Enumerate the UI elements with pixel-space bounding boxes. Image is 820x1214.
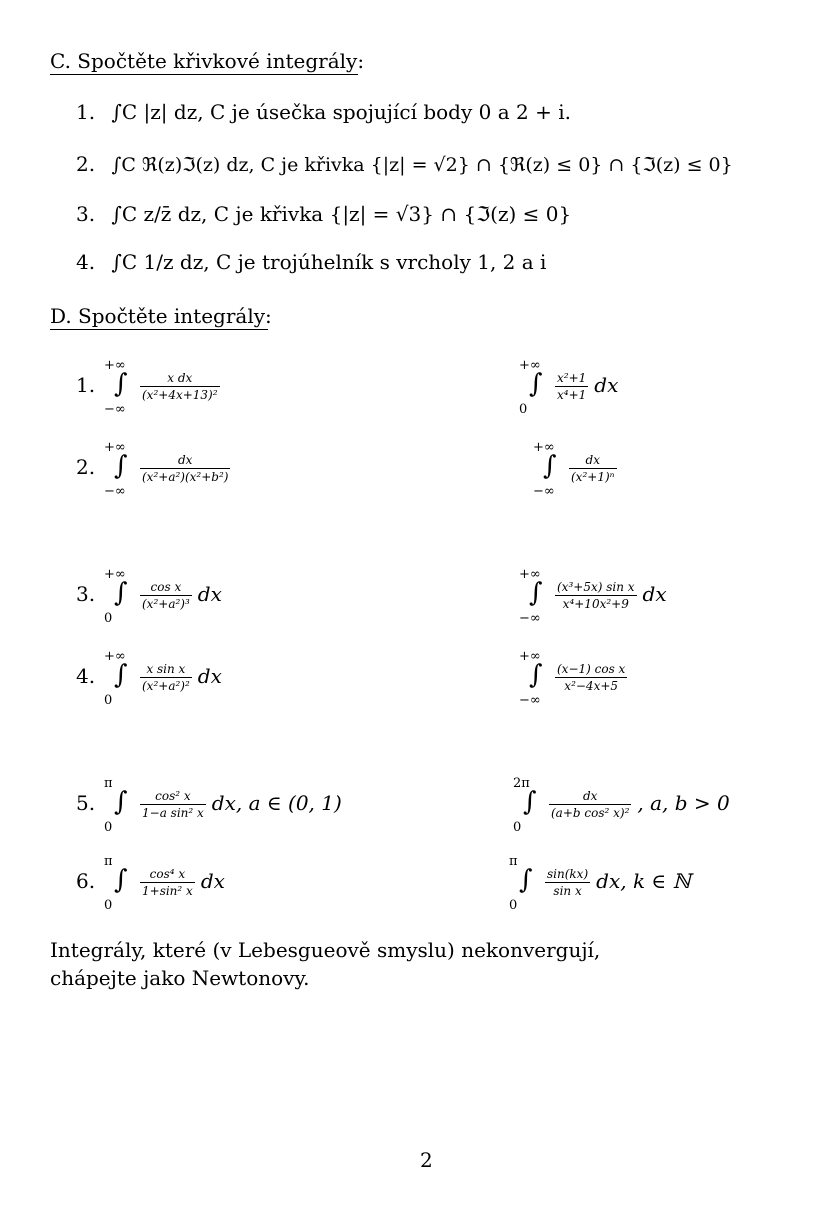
c-item-4-num: 4.	[76, 250, 96, 274]
d-left-1-denominator: (x²+4x+13)²	[142, 388, 218, 402]
d-left-3-integral-sign: ∫	[114, 578, 128, 608]
d-right-5-numerator: dx	[582, 789, 598, 803]
d-left-5-fraction	[140, 790, 206, 819]
d-left-5-integral-sign: ∫	[114, 787, 128, 817]
d-right-1-fraction	[555, 372, 588, 401]
d-left-3-fraction	[140, 581, 192, 610]
section-d-underline	[50, 329, 268, 330]
section-c-underline	[50, 74, 358, 75]
d-right-5-upper-limit: 2π	[513, 776, 530, 791]
d-left-1-fraction	[140, 372, 220, 401]
d-right-6-denominator: sin x	[545, 882, 590, 897]
d-right-2-denominator: (x²+1)ⁿ	[571, 470, 615, 484]
d-right-5-fraction	[549, 790, 631, 819]
d-right-4-integral-sign: ∫	[529, 660, 543, 690]
d-right-2-numerator: dx	[585, 453, 600, 467]
d-left-6-fraction	[140, 868, 195, 897]
d-right-6-fraction	[545, 868, 590, 897]
d-left-1-integral-sign: ∫	[114, 369, 128, 399]
d-left-6-integral-sign: ∫	[114, 865, 128, 895]
d-right-2-fraction	[569, 454, 617, 483]
c-item-3-num: 3.	[76, 202, 96, 226]
d-item-2-num: 2.	[76, 455, 96, 479]
d-left-2-fraction	[140, 454, 230, 483]
d-right-1-tail: dx	[594, 373, 619, 397]
d-left-3-upper-limit: +∞	[104, 567, 126, 582]
d-left-2-lower-limit: −∞	[104, 484, 126, 499]
d-right-3-integral-sign: ∫	[529, 578, 543, 608]
c-item-2-num: 2.	[76, 152, 96, 176]
section-c-heading: C. Spočtěte křivkové integrály:	[50, 49, 365, 73]
d-left-4-denominator: (x²+a²)²	[142, 679, 190, 693]
d-right-6-upper-limit: π	[509, 854, 518, 869]
d-right-1-numerator: x²+1	[557, 371, 587, 385]
d-left-1-numerator: x dx	[167, 371, 193, 385]
d-right-3-lower-limit: −∞	[519, 611, 541, 626]
d-right-5-denominator: (a+b cos² x)²	[551, 806, 630, 820]
d-left-4-numerator: x sin x	[146, 662, 186, 676]
d-left-3-tail: dx	[197, 582, 222, 606]
note	[50, 936, 600, 992]
d-left-6-numerator: cos⁴ x	[149, 867, 186, 881]
c-item-1-text: ∫C |z| dz, C je úsečka spojující body 0 a 2 + i.	[111, 100, 571, 124]
d-left-4-upper-limit: +∞	[104, 649, 126, 664]
d-left-2-integral-sign: ∫	[114, 451, 128, 481]
d-right-2-lower-limit: −∞	[533, 484, 555, 499]
d-right-2-upper-limit: +∞	[533, 440, 555, 455]
note-line-2: chápejte jako Newtonovy.	[50, 966, 310, 990]
c-item-2	[76, 154, 733, 175]
d-left-2-denominator: (x²+a²)(x²+b²)	[142, 470, 229, 484]
d-right-3-upper-limit: +∞	[519, 567, 541, 582]
d-right-6-numerator: sin(kx)	[547, 867, 589, 881]
d-left-5-tail: dx, a ∈ (0, 1)	[211, 791, 342, 815]
d-right-3-tail: dx	[642, 582, 667, 606]
d-right-3-denominator: x⁴+10x²+9	[555, 595, 637, 610]
d-left-5-numerator: cos² x	[155, 789, 191, 803]
d-item-5-num: 5.	[76, 791, 96, 815]
d-right-5-tail: , a, b > 0	[637, 791, 730, 815]
d-left-5-denominator: 1−a sin² x	[142, 806, 204, 820]
page-number: 2	[420, 1148, 433, 1172]
c-item-3-text: ∫C z/z̄ dz, C je křivka {|z| = √3} ∩ {ℑ(z) ≤ 0}	[111, 202, 572, 226]
d-left-5-upper-limit: π	[104, 776, 113, 791]
d-item-6-num: 6.	[76, 869, 96, 893]
d-right-5-integral-sign: ∫	[523, 787, 537, 817]
c-item-2-text: ∫C ℜ(z)ℑ(z) dz, C je křivka {|z| = √2} ∩ {ℜ(z) ≤ 0} ∩ {ℑ(z) ≤ 0}	[111, 154, 733, 176]
d-right-4-denominator: x²−4x+5	[555, 677, 627, 692]
c-item-4-text: ∫C 1/z dz, C je trojúhelník s vrcholy 1, 2 a i	[111, 250, 547, 274]
c-item-1-num: 1.	[76, 100, 96, 124]
d-left-4-integral-sign: ∫	[114, 660, 128, 690]
d-left-3-numerator: cos x	[150, 580, 182, 594]
d-right-3-numerator: (x³+5x) sin x	[557, 580, 635, 594]
d-left-1-upper-limit: +∞	[104, 358, 126, 373]
d-right-4-upper-limit: +∞	[519, 649, 541, 664]
d-left-4-lower-limit: 0	[104, 693, 113, 708]
d-left-6-upper-limit: π	[104, 854, 113, 869]
d-right-1-denominator: x⁴+1	[557, 388, 587, 402]
d-item-4-num: 4.	[76, 664, 96, 688]
d-right-1-integral-sign: ∫	[529, 369, 543, 399]
d-left-5-lower-limit: 0	[104, 820, 113, 835]
d-left-1-lower-limit: −∞	[104, 402, 126, 417]
d-left-6-denominator: 1+sin² x	[142, 884, 193, 898]
d-left-4-tail: dx	[197, 664, 222, 688]
d-right-2-integral-sign: ∫	[543, 451, 557, 481]
d-left-3-lower-limit: 0	[104, 611, 113, 626]
d-left-2-numerator: dx	[178, 453, 193, 467]
d-left-2-upper-limit: +∞	[104, 440, 126, 455]
d-right-6-integral-sign: ∫	[519, 865, 533, 895]
d-left-6-lower-limit: 0	[104, 898, 113, 913]
d-right-1-upper-limit: +∞	[519, 358, 541, 373]
c-item-3	[76, 204, 571, 224]
d-item-3-num: 3.	[76, 582, 96, 606]
d-item-1-num: 1.	[76, 373, 96, 397]
c-item-4	[76, 252, 546, 272]
d-right-4-lower-limit: −∞	[519, 693, 541, 708]
d-left-4-fraction	[140, 663, 192, 692]
d-left-6-tail: dx	[200, 869, 225, 893]
d-right-1-lower-limit: 0	[519, 402, 528, 417]
note-line-1: Integrály, které (v Lebesgueově smyslu) nekonvergují,	[50, 938, 601, 962]
d-right-6-lower-limit: 0	[509, 898, 518, 913]
d-right-3-fraction	[555, 581, 637, 610]
c-item-1	[76, 102, 571, 122]
d-right-6-tail: dx, k ∈ ℕ	[596, 869, 691, 893]
d-right-4-numerator: (x−1) cos x	[557, 662, 626, 676]
d-right-4-fraction	[555, 663, 627, 692]
d-left-3-denominator: (x²+a²)³	[142, 597, 190, 611]
d-right-5-lower-limit: 0	[513, 820, 522, 835]
section-d-heading: D. Spočtěte integrály:	[50, 304, 272, 328]
